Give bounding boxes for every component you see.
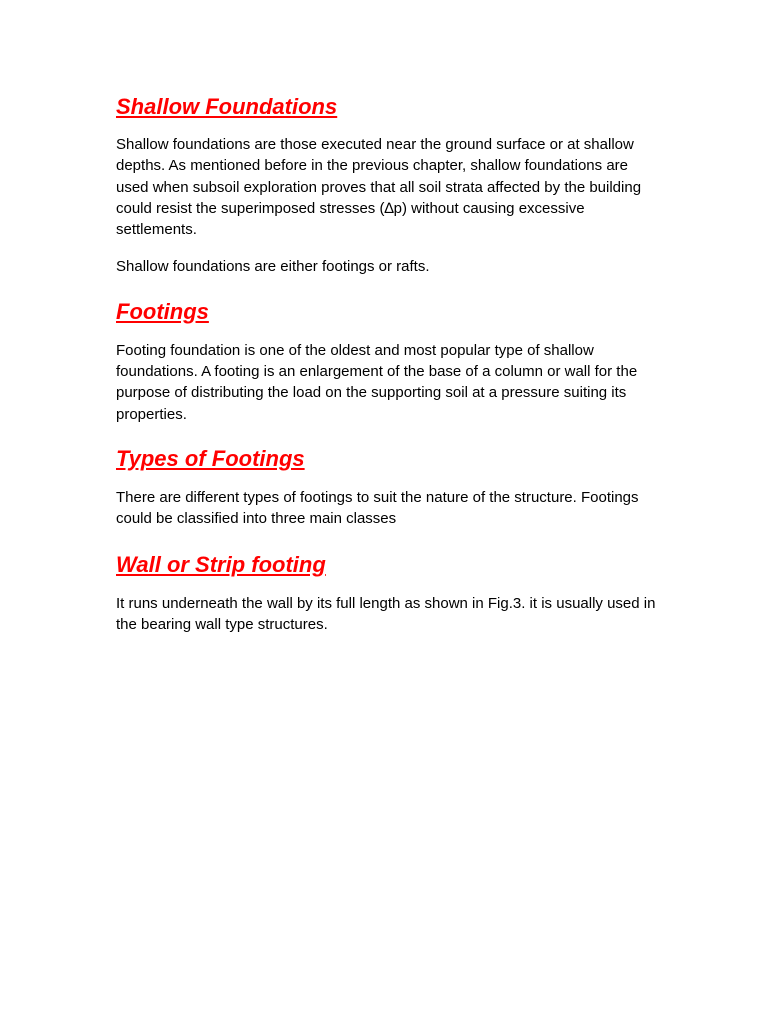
paragraph-types-of-footings: There are different types of footings to suit the nature of the structure. Footings could be classified into three main classes xyxy=(116,488,639,528)
paragraph-wall-strip-footing: It runs underneath the wall by its full length as shown in Fig.3. it is usually used in the bearing wall type structures. xyxy=(116,594,656,633)
heading-types-of-footings: Types of Footings xyxy=(116,445,305,471)
heading-footings: Footings xyxy=(116,298,209,324)
paragraph-footings: Footing foundation is one of the oldest and most popular type of shallow foundations. A footing is an enlargement of the base of a column or wall for the purpose of distributing the load on the supporting soil at a pressure suiting its properties. xyxy=(116,341,638,423)
heading-shallow-foundations: Shallow Foundations xyxy=(116,94,338,119)
paragraph-shallow-types: Shallow foundations are either footings or rafts. xyxy=(116,258,430,276)
document-body xyxy=(116,92,656,635)
paragraph-shallow-definition: Shallow foundations are those executed near the ground surface or at shallow depths. As mentioned before in the previous chapter, shallow foundations are used when subsoil exploration proves that all soil strata affected by the building could resist the superimposed stresses (∆p) without causing excessive settlements. xyxy=(116,136,642,239)
heading-wall-strip-footing: Wall or Strip footing xyxy=(116,551,326,577)
